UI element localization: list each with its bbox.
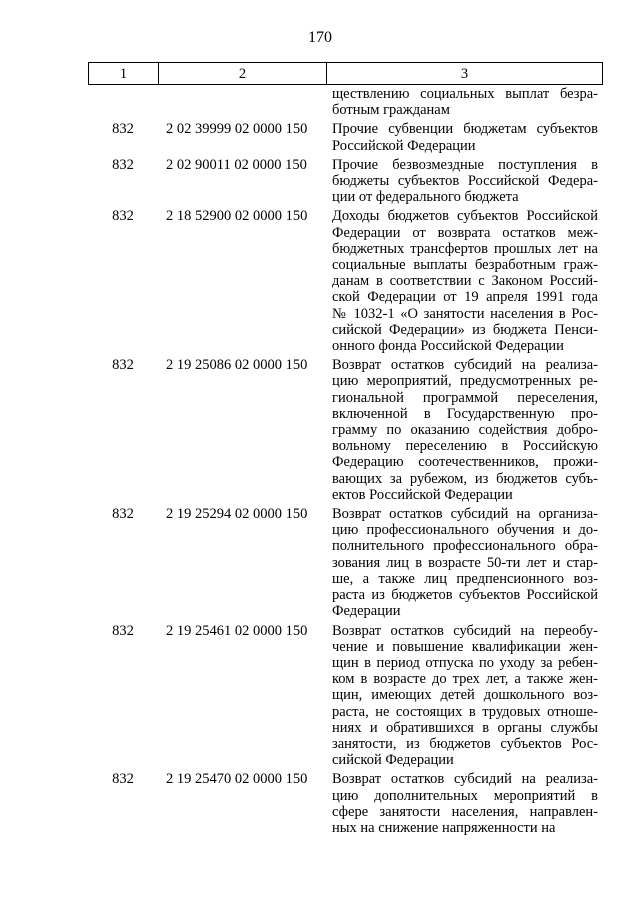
description-line: включенной в Государственную про- bbox=[332, 405, 598, 422]
table-row bbox=[88, 208, 602, 354]
description-line: цию дополнительных мероприятий в bbox=[332, 787, 598, 804]
description-line: гиональной программой переселения, bbox=[332, 389, 598, 406]
table-body bbox=[88, 86, 602, 836]
table-row bbox=[88, 157, 602, 206]
description-line: ком в возрасте до трех лет, а также жен- bbox=[332, 671, 598, 688]
description-line: ных на снижение напряженности на bbox=[332, 819, 556, 836]
description-line: ниях и обратившихся в органы службы bbox=[332, 719, 598, 736]
description-line: Возврат остатков субсидий на организа- bbox=[332, 506, 598, 523]
description-cell bbox=[326, 506, 602, 619]
description-cell bbox=[326, 208, 602, 354]
table-row bbox=[88, 121, 602, 153]
description-line: ществлению социальных выплат безра- bbox=[332, 86, 598, 102]
description-line: Прочие безвозмездные поступления в bbox=[332, 156, 598, 173]
admin-code-cell: 832 bbox=[112, 622, 134, 639]
admin-code-cell: 832 bbox=[112, 506, 134, 523]
description-line: Возврат остатков субсидий на переобу- bbox=[332, 622, 598, 639]
description-line: ботным гражданам bbox=[332, 102, 450, 119]
budget-code-cell: 2 19 25086 02 0000 150 bbox=[166, 357, 308, 374]
description-line: чение и повышение квалификации жен- bbox=[332, 638, 598, 655]
description-line: Прочие субвенции бюджетам субъектов bbox=[332, 121, 598, 138]
description-line: Российской Федерации bbox=[332, 137, 476, 154]
description-line: Федерацию соотечественников, прожи- bbox=[332, 454, 598, 471]
description-line: грамму по оказанию содействия добро- bbox=[332, 422, 598, 439]
description-line: зования лиц в возрасте 50-ти лет и стар- bbox=[332, 554, 598, 571]
description-line: онного фонда Российской Федерации bbox=[332, 338, 564, 355]
budget-code-cell: 2 19 25461 02 0000 150 bbox=[166, 622, 308, 639]
table-row bbox=[88, 771, 602, 836]
budget-code-cell: 2 18 52900 02 0000 150 bbox=[166, 208, 308, 225]
description-cell bbox=[326, 121, 602, 153]
description-line: № 1032-1 «О занятости населения в Рос- bbox=[332, 305, 598, 322]
description-cell bbox=[326, 357, 602, 503]
description-line: цию профессионального обучения и до- bbox=[332, 522, 598, 539]
description-line: вающих за рубежом, из бюджетов субъ- bbox=[332, 470, 598, 487]
description-line: сфере занятости населения, направлен- bbox=[332, 803, 598, 820]
description-line: раста, не состоящих в трудовых отноше- bbox=[332, 703, 598, 720]
admin-code-cell: 832 bbox=[112, 357, 134, 374]
description-line: ской Федерации от 19 апреля 1991 года bbox=[332, 289, 598, 306]
description-cell bbox=[326, 157, 602, 206]
description-line: социальные выплаты безработным граж- bbox=[332, 257, 598, 274]
description-line: Федерации от возврата остатков меж- bbox=[332, 224, 598, 241]
table-row bbox=[88, 623, 602, 769]
description-cell bbox=[326, 86, 602, 118]
page-number: 170 bbox=[308, 29, 332, 46]
description-line: Федерации bbox=[332, 603, 401, 620]
description-line: бюджетных трансфертов прошлых лет на bbox=[332, 240, 598, 257]
admin-code-cell: 832 bbox=[112, 121, 134, 138]
admin-code-cell: 832 bbox=[112, 156, 134, 173]
description-line: сийской Федерации» из бюджета Пенси- bbox=[332, 321, 598, 338]
description-line: щин в период отпуска по уходу за ребен- bbox=[332, 654, 598, 671]
description-line: ектов Российской Федерации bbox=[332, 486, 513, 503]
header-col-2: 2 bbox=[159, 63, 327, 85]
description-line: бюджеты субъектов Российской Федера- bbox=[332, 173, 598, 190]
description-line: занятости, из бюджетов субъектов Рос- bbox=[332, 735, 598, 752]
budget-code-cell: 2 02 39999 02 0000 150 bbox=[166, 121, 308, 138]
table-header bbox=[88, 62, 603, 85]
description-line: раста из бюджетов субъектов Российской bbox=[332, 587, 598, 604]
description-line: Возврат остатков субсидий на реализа- bbox=[332, 771, 598, 788]
admin-code-cell: 832 bbox=[112, 208, 134, 225]
description-line: ше, а также лиц предпенсионного воз- bbox=[332, 570, 598, 587]
description-line: цию мероприятий, предусмотренных ре- bbox=[332, 373, 598, 390]
admin-code-cell: 832 bbox=[112, 771, 134, 788]
budget-code-cell: 2 19 25470 02 0000 150 bbox=[166, 771, 308, 788]
description-line: Возврат остатков субсидий на реализа- bbox=[332, 357, 598, 374]
description-line: вольному переселению в Российскую bbox=[332, 438, 598, 455]
description-line: сийской Федерации bbox=[332, 752, 454, 769]
table-row bbox=[88, 357, 602, 503]
description-line: полнительного профессионального обра- bbox=[332, 538, 598, 555]
budget-code-cell: 2 02 90011 02 0000 150 bbox=[166, 156, 307, 173]
description-cell bbox=[326, 771, 602, 836]
header-col-3: 3 bbox=[327, 63, 603, 85]
table-row bbox=[88, 86, 602, 118]
budget-code-cell: 2 19 25294 02 0000 150 bbox=[166, 506, 308, 523]
table-row bbox=[88, 506, 602, 619]
description-line: ции от федерального бюджета bbox=[332, 189, 519, 206]
description-line: Доходы бюджетов субъектов Российской bbox=[332, 208, 598, 225]
header-col-1: 1 bbox=[89, 63, 159, 85]
description-cell bbox=[326, 623, 602, 769]
description-line: щин, имеющих детей дошкольного воз- bbox=[332, 687, 598, 704]
description-line: данам в соответствии с Законом Россий- bbox=[332, 273, 598, 290]
